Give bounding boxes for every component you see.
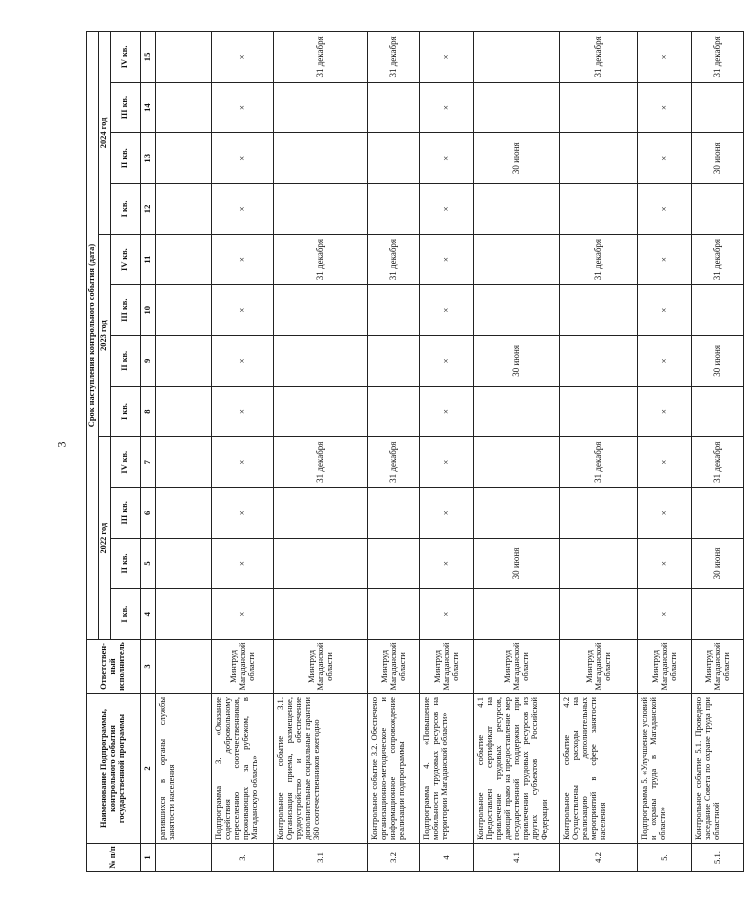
event-name: Подпрограмма 5. «Улучшение условий и охраны труда в Магаданской области»: [637, 694, 691, 844]
not-applicable-mark: ×: [419, 32, 473, 83]
deadline-cell: [367, 285, 419, 336]
deadline-cell: [367, 488, 419, 539]
column-number: 9: [140, 336, 155, 387]
not-applicable-mark: ×: [419, 336, 473, 387]
deadline-cell: 30 июня: [473, 538, 559, 589]
deadline-cell: [273, 184, 367, 235]
column-number: 11: [140, 234, 155, 285]
responsible-executor: Минтруд Магаданской области: [559, 640, 637, 694]
responsible-executor: Минтруд Магаданской области: [211, 640, 273, 694]
deadline-cell: 30 июня: [691, 538, 743, 589]
column-number: 2: [140, 694, 155, 844]
deadline-cell: [155, 285, 211, 336]
row-number: 4: [419, 844, 473, 872]
deadline-cell: [155, 437, 211, 488]
column-number: 15: [140, 32, 155, 83]
header-quarter: IV кв.: [110, 437, 140, 488]
deadline-cell: 31 декабря: [559, 234, 637, 285]
header-quarter: IV кв.: [110, 32, 140, 83]
deadline-cell: [473, 285, 559, 336]
not-applicable-mark: ×: [637, 538, 691, 589]
deadline-cell: [559, 336, 637, 387]
deadline-cell: [691, 82, 743, 133]
row-number: 3.1: [273, 844, 367, 872]
deadline-cell: [473, 386, 559, 437]
deadline-cell: [155, 386, 211, 437]
header-quarter: II кв.: [110, 538, 140, 589]
not-applicable-mark: ×: [419, 488, 473, 539]
header-quarter: I кв.: [110, 589, 140, 640]
deadline-cell: [155, 82, 211, 133]
responsible-executor: Минтруд Магаданской области: [637, 640, 691, 694]
not-applicable-mark: ×: [211, 589, 273, 640]
table-row: [691, 32, 743, 872]
row-number: 5.1.: [691, 844, 743, 872]
responsible-executor: Минтруд Магаданской области: [691, 640, 743, 694]
deadline-cell: [473, 234, 559, 285]
deadline-cell: [155, 589, 211, 640]
column-number: 10: [140, 285, 155, 336]
event-name: Контрольное событие 3.1. Организация приема, размещение, трудоустройство и обеспечение дополнительные социальные гарантии 360 соотечественников ежегодно: [273, 694, 367, 844]
deadline-cell: 31 декабря: [367, 437, 419, 488]
responsible-executor: Минтруд Магаданской области: [273, 640, 367, 694]
deadline-cell: 31 декабря: [273, 437, 367, 488]
not-applicable-mark: ×: [211, 133, 273, 184]
not-applicable-mark: ×: [211, 82, 273, 133]
page-number: 3: [54, 441, 69, 448]
not-applicable-mark: ×: [637, 133, 691, 184]
header-quarter: III кв.: [110, 285, 140, 336]
header-quarter: II кв.: [110, 336, 140, 387]
row-number: 3.: [211, 844, 273, 872]
deadline-cell: 31 декабря: [367, 234, 419, 285]
table-row: [637, 32, 691, 872]
deadline-cell: [273, 285, 367, 336]
table-row: [367, 32, 419, 872]
header-responsible: Ответствен-ный исполнитель: [87, 640, 141, 694]
header-year-2022: 2022 год: [98, 437, 110, 640]
not-applicable-mark: ×: [637, 82, 691, 133]
not-applicable-mark: ×: [637, 336, 691, 387]
column-number: 13: [140, 133, 155, 184]
table-body: [155, 32, 743, 872]
deadline-cell: 31 декабря: [273, 32, 367, 83]
row-number: 4.1: [473, 844, 559, 872]
responsible-executor: [155, 640, 211, 694]
deadline-cell: 30 июня: [691, 336, 743, 387]
header-year-2024: 2024 год: [98, 32, 110, 235]
not-applicable-mark: ×: [211, 184, 273, 235]
not-applicable-mark: ×: [637, 437, 691, 488]
not-applicable-mark: ×: [211, 234, 273, 285]
responsible-executor: Минтруд Магаданской области: [419, 640, 473, 694]
deadline-cell: [691, 184, 743, 235]
column-number: 12: [140, 184, 155, 235]
deadline-cell: [367, 589, 419, 640]
not-applicable-mark: ×: [211, 488, 273, 539]
deadline-cell: [367, 336, 419, 387]
table-row: [473, 32, 559, 872]
deadline-cell: [559, 285, 637, 336]
not-applicable-mark: ×: [419, 285, 473, 336]
responsible-executor: Минтруд Магаданской области: [367, 640, 419, 694]
deadline-cell: [691, 488, 743, 539]
deadline-cell: 30 июня: [691, 133, 743, 184]
not-applicable-mark: ×: [419, 234, 473, 285]
deadline-cell: 31 декабря: [691, 32, 743, 83]
deadline-cell: 31 декабря: [559, 32, 637, 83]
not-applicable-mark: ×: [211, 32, 273, 83]
deadline-cell: 30 июня: [473, 133, 559, 184]
control-events-table: [86, 31, 744, 872]
deadline-cell: [691, 285, 743, 336]
header-year-2023: 2023 год: [98, 234, 110, 437]
column-number: 1: [140, 844, 155, 872]
deadline-cell: 31 декабря: [691, 437, 743, 488]
not-applicable-mark: ×: [211, 437, 273, 488]
not-applicable-mark: ×: [211, 336, 273, 387]
not-applicable-mark: ×: [637, 386, 691, 437]
header-name: Наименование Подпрограммы, контрольного события государственной программы: [87, 694, 141, 844]
deadline-cell: [473, 82, 559, 133]
header-deadline: Срок наступления контрольного события (дата): [87, 32, 99, 640]
table-row: [155, 32, 211, 872]
deadline-cell: [155, 184, 211, 235]
column-number: 3: [140, 640, 155, 694]
deadline-cell: 31 декабря: [367, 32, 419, 83]
deadline-cell: [559, 589, 637, 640]
not-applicable-mark: ×: [419, 386, 473, 437]
deadline-cell: 31 декабря: [273, 234, 367, 285]
not-applicable-mark: ×: [419, 538, 473, 589]
not-applicable-mark: ×: [419, 437, 473, 488]
rotated-table-wrapper: [86, 32, 731, 872]
deadline-cell: [155, 133, 211, 184]
header-quarter: II кв.: [110, 133, 140, 184]
deadline-cell: [367, 82, 419, 133]
column-number: 8: [140, 386, 155, 437]
column-number: 14: [140, 82, 155, 133]
event-name: Подпрограмма 3. «Оказание содействия добровольному переселению соотечественников, проживающих за рубежом, в Магаданскую область»: [211, 694, 273, 844]
deadline-cell: [273, 82, 367, 133]
table-row: [419, 32, 473, 872]
not-applicable-mark: ×: [211, 285, 273, 336]
deadline-cell: [473, 437, 559, 488]
event-name: Подпрограмма 4. «Повышение мобильности трудовых ресурсов на территории Магаданской области»: [419, 694, 473, 844]
deadline-cell: [559, 184, 637, 235]
responsible-executor: Минтруд Магаданской области: [473, 640, 559, 694]
column-number: 5: [140, 538, 155, 589]
event-name: Контрольное событие 5.1. Проведено заседание Совета по охране труда при областной: [691, 694, 743, 844]
deadline-cell: [155, 336, 211, 387]
row-number: [155, 844, 211, 872]
not-applicable-mark: ×: [419, 184, 473, 235]
not-applicable-mark: ×: [637, 488, 691, 539]
column-number: 7: [140, 437, 155, 488]
deadline-cell: 31 декабря: [691, 234, 743, 285]
not-applicable-mark: ×: [637, 234, 691, 285]
header-quarter: III кв.: [110, 488, 140, 539]
not-applicable-mark: ×: [211, 386, 273, 437]
deadline-cell: [273, 538, 367, 589]
deadline-cell: [273, 336, 367, 387]
deadline-cell: [473, 184, 559, 235]
deadline-cell: [691, 589, 743, 640]
deadline-cell: [155, 234, 211, 285]
event-name: Контрольное событие 3.2. Обеспечено организационно-методическое и информационное сопровождение реализации подпрограммы: [367, 694, 419, 844]
deadline-cell: [367, 538, 419, 589]
deadline-cell: [559, 82, 637, 133]
deadline-cell: [273, 133, 367, 184]
not-applicable-mark: ×: [211, 538, 273, 589]
column-number: 6: [140, 488, 155, 539]
deadline-cell: [559, 386, 637, 437]
event-name: Контрольное событие 4.2 Осуществлены расходы на реализацию дополнительных мероприятий в сфере занятости населения: [559, 694, 637, 844]
not-applicable-mark: ×: [637, 32, 691, 83]
deadline-cell: [559, 538, 637, 589]
deadline-cell: 31 декабря: [559, 437, 637, 488]
not-applicable-mark: ×: [419, 82, 473, 133]
deadline-cell: [273, 589, 367, 640]
deadline-cell: [473, 589, 559, 640]
row-number: 5.: [637, 844, 691, 872]
deadline-cell: [367, 386, 419, 437]
deadline-cell: [473, 488, 559, 539]
deadline-cell: [559, 133, 637, 184]
column-number-row: [140, 32, 155, 872]
header-quarter: I кв.: [110, 386, 140, 437]
not-applicable-mark: ×: [637, 184, 691, 235]
table-row: [211, 32, 273, 872]
deadline-cell: [155, 488, 211, 539]
header-quarter: III кв.: [110, 82, 140, 133]
table-row: [559, 32, 637, 872]
header-num: № п/п: [87, 844, 141, 872]
deadline-cell: [273, 488, 367, 539]
deadline-cell: [559, 488, 637, 539]
header-quarter: I кв.: [110, 184, 140, 235]
event-name: Контрольное событие 4.1 Предоставлен сертификат на привлечение трудовых ресурсов, дающий право на предоставление мер государственной поддержки при привлечении трудовых ресурсов из других субъектов Российской Федерации: [473, 694, 559, 844]
column-number: 4: [140, 589, 155, 640]
deadline-cell: 30 июня: [473, 336, 559, 387]
not-applicable-mark: ×: [419, 589, 473, 640]
header-quarter: IV кв.: [110, 234, 140, 285]
deadline-cell: [155, 32, 211, 83]
event-name: ратившихся в органы службы занятости населения: [155, 694, 211, 844]
deadline-cell: [367, 133, 419, 184]
deadline-cell: [155, 538, 211, 589]
deadline-cell: [273, 386, 367, 437]
row-number: 4.2: [559, 844, 637, 872]
row-number: 3.2: [367, 844, 419, 872]
table-row: [273, 32, 367, 872]
deadline-cell: [367, 184, 419, 235]
deadline-cell: [691, 386, 743, 437]
not-applicable-mark: ×: [637, 589, 691, 640]
deadline-cell: [473, 32, 559, 83]
not-applicable-mark: ×: [419, 133, 473, 184]
not-applicable-mark: ×: [637, 285, 691, 336]
